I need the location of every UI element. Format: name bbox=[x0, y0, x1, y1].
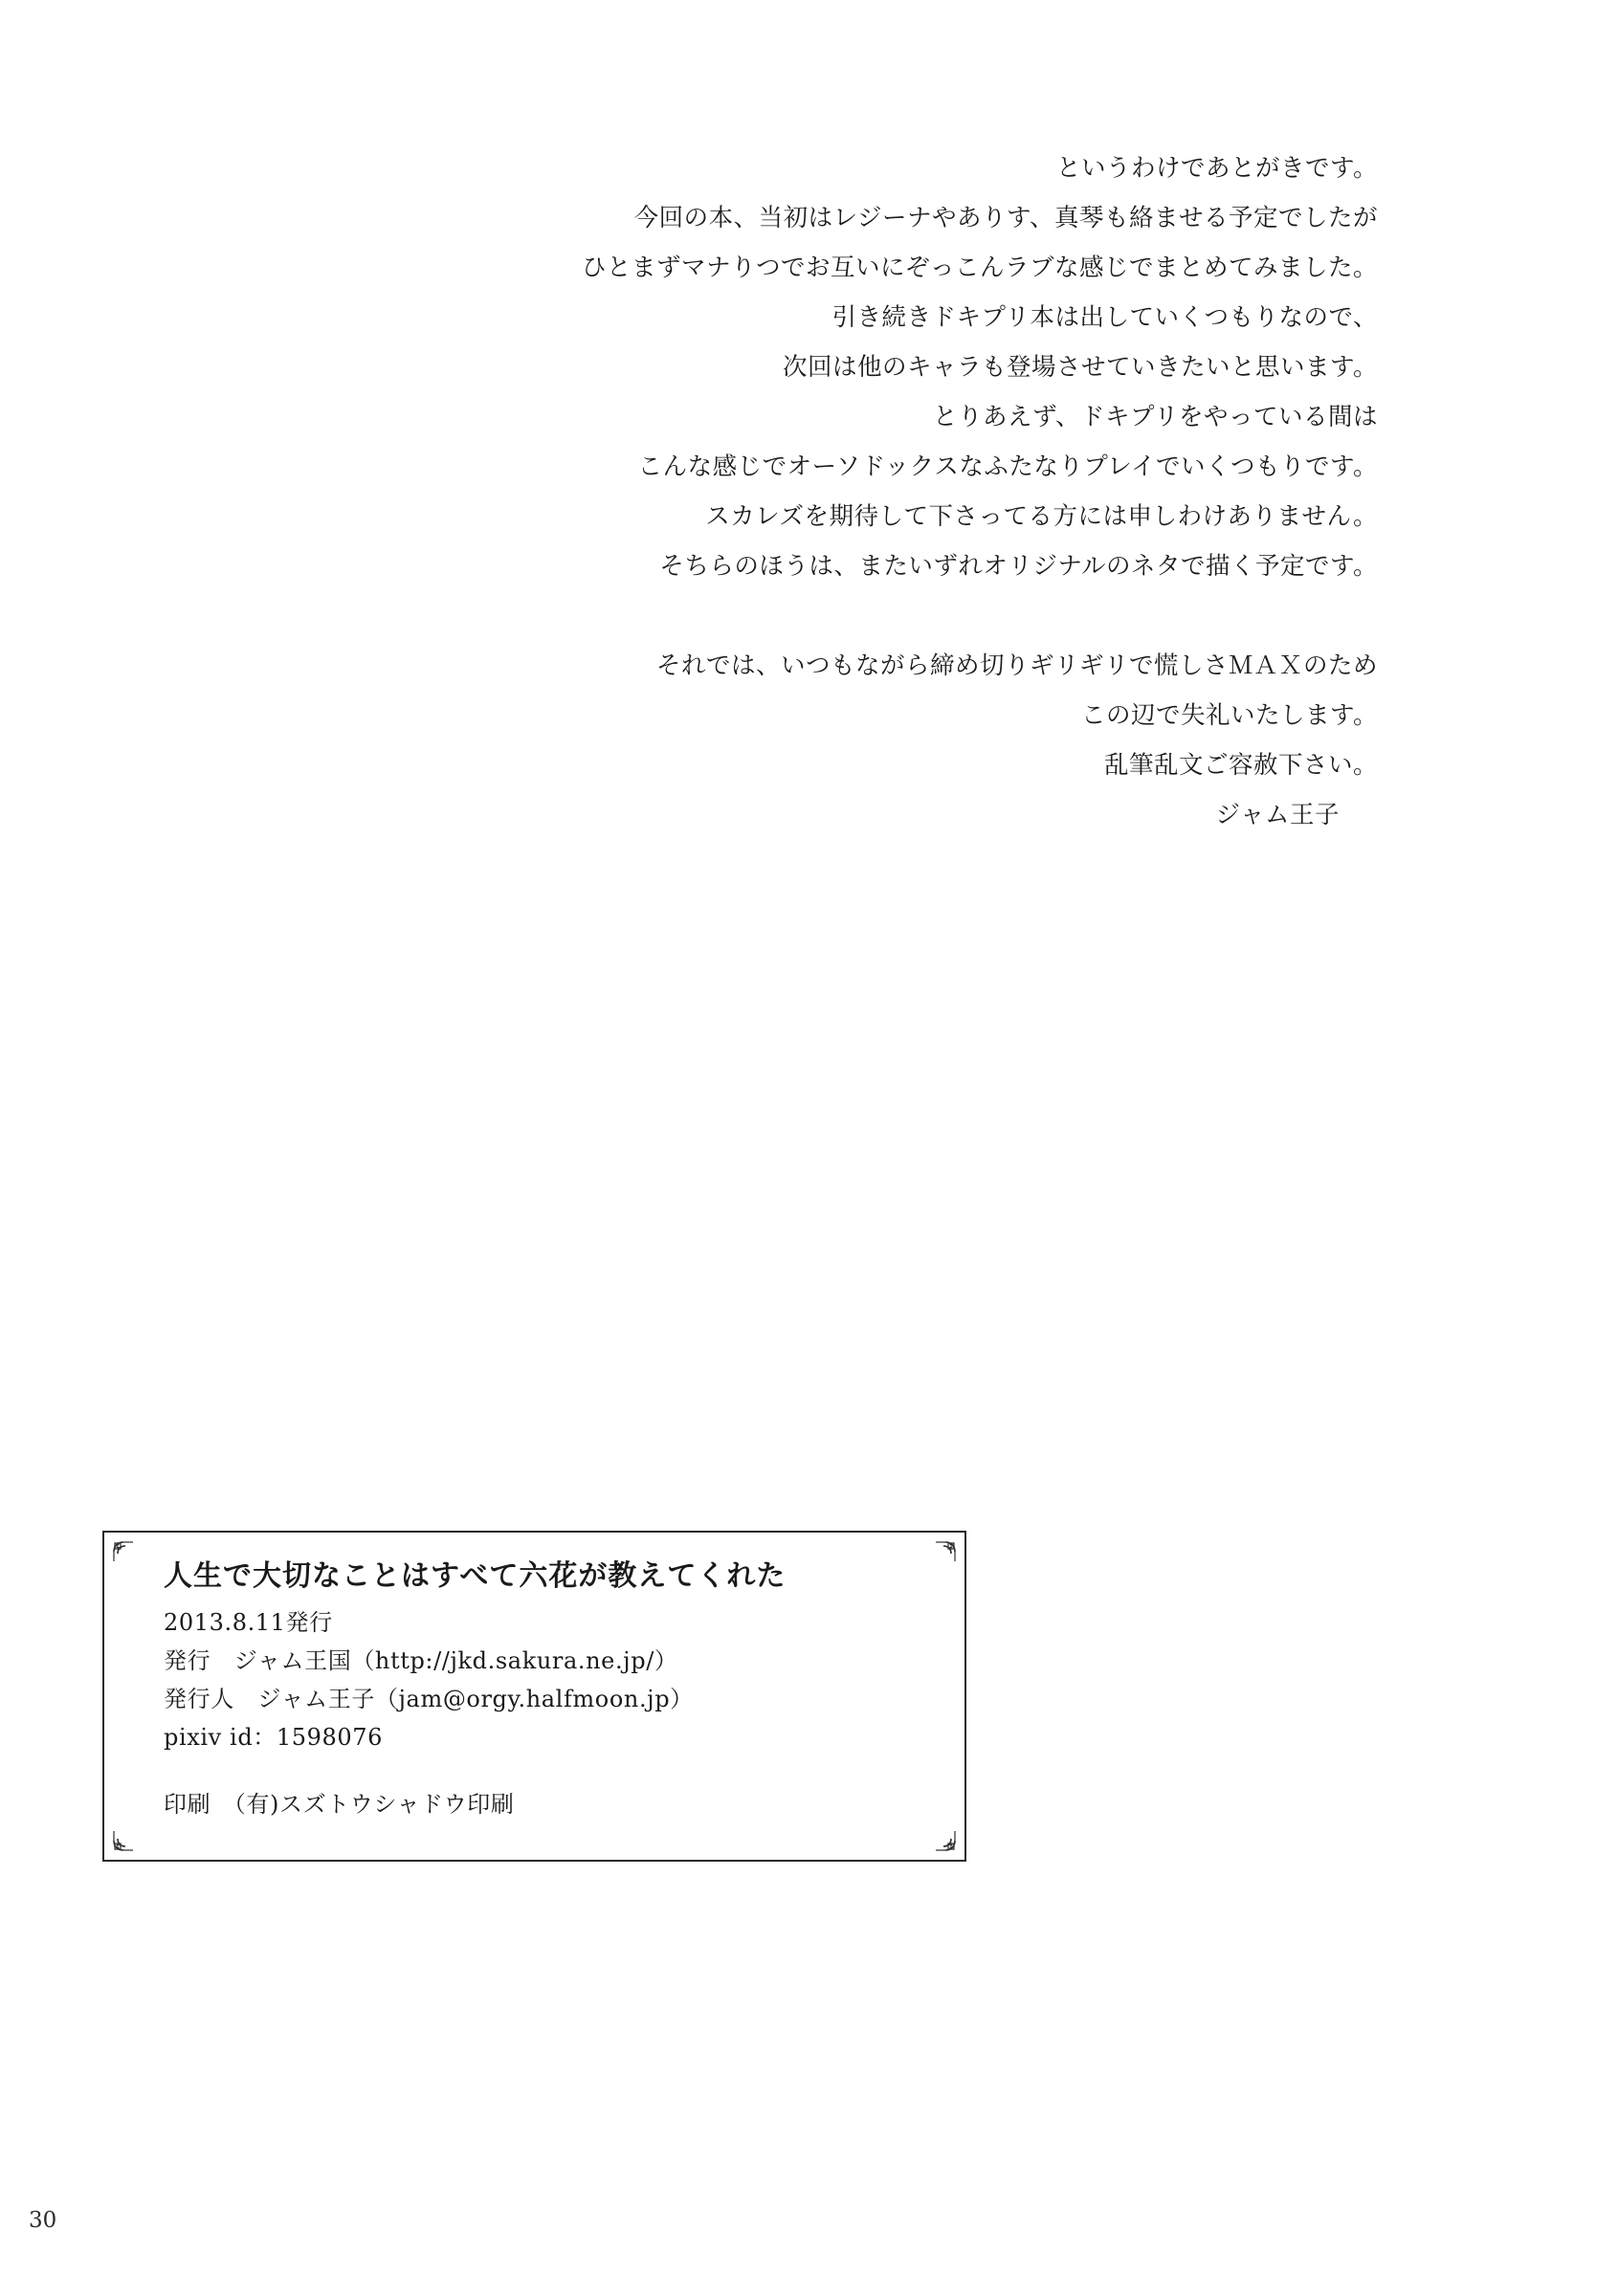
publisher-circle: 発行 ジャム王国（http://jkd.sakura.ne.jp/） bbox=[164, 1647, 678, 1674]
corner-ornament-icon bbox=[924, 1820, 957, 1852]
afterword-closing-line: この辺で失礼いたします。 bbox=[1081, 701, 1378, 730]
book-title: 人生で大切なことはすべて六花が教えてくれた bbox=[164, 1559, 787, 1593]
afterword-line: とりあえず、ドキプリをやっている間は bbox=[933, 403, 1378, 431]
author-signature: ジャム王子 bbox=[1215, 801, 1340, 829]
paragraph-spacer bbox=[402, 591, 1378, 641]
afterword-line: 引き続きドキプリ本は出していくつもりなので、 bbox=[831, 303, 1378, 332]
colophon-box bbox=[102, 1531, 966, 1862]
afterword-line: こんな感じでオーソドックスなふたなりプレイでいくつもりです。 bbox=[637, 453, 1378, 481]
corner-ornament-icon bbox=[924, 1540, 957, 1573]
publication-date: 2013.8.11発行 bbox=[164, 1609, 333, 1636]
afterword-closing-line: 乱筆乱文ご容赦下さい。 bbox=[1103, 751, 1378, 780]
page-number: 30 bbox=[29, 2208, 57, 2233]
corner-ornament-icon bbox=[112, 1540, 144, 1573]
printer-name: 印刷 （有)スズトウシャドウ印刷 bbox=[164, 1791, 515, 1818]
afterword-line: そちらのほうは、またいずれオリジナルのネタで描く予定です。 bbox=[659, 552, 1378, 581]
corner-ornament-icon bbox=[112, 1820, 144, 1852]
publisher-person: 発行人 ジャム王子（jam@orgy.halfmoon.jp） bbox=[164, 1686, 694, 1712]
afterword-line: 次回は他のキャラも登場させていきたいと思います。 bbox=[783, 353, 1378, 382]
afterword-closing-line: それでは、いつもながら締め切りギリギリで慌しさＭＡＸのため bbox=[655, 651, 1378, 680]
afterword-line: というわけであとがきです。 bbox=[1056, 154, 1378, 183]
afterword-text bbox=[402, 144, 1378, 840]
afterword-line: ひとまずマナりつでお互いにぞっこんラブな感じでまとめてみました。 bbox=[581, 254, 1378, 282]
afterword-line: スカレズを期待して下さってる方には申しわけありません。 bbox=[705, 502, 1378, 531]
afterword-line: 今回の本、当初はレジーナやありす、真琴も絡ませる予定でしたが bbox=[633, 204, 1378, 232]
pixiv-id: pixiv id：1598076 bbox=[164, 1724, 383, 1751]
